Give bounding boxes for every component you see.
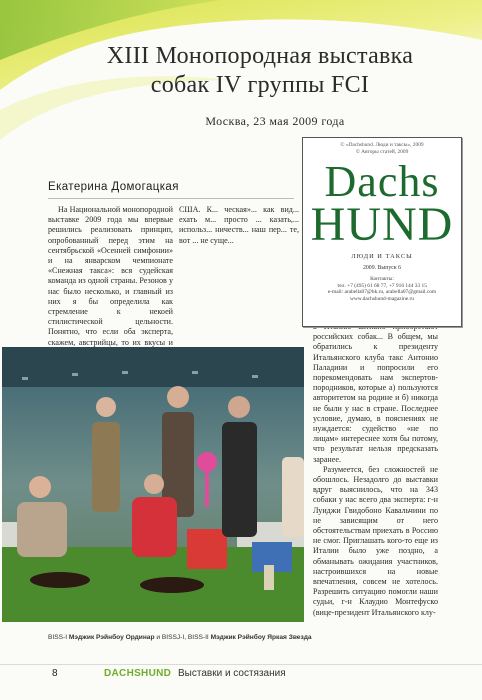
caption-award: и BISSJ-I, BISS-II <box>154 634 211 641</box>
article-title <box>60 42 460 100</box>
caption-award: BISS-I <box>48 634 68 641</box>
magazine-imprint-card <box>302 137 462 327</box>
magazine-logo-bottom: HUND <box>310 198 454 252</box>
caption-dog-name: Мэджик Рэйнбоу Ординар <box>68 634 155 641</box>
contact-email: e-mail: arabella07@bk.ru, arabella07@gmail.com <box>327 289 437 296</box>
contact-phone: тел. +7 (495) 61 68 77, +7 916 144 33 15 <box>337 282 427 289</box>
paragraph: Разумеется, без сложностей не обошлось. Незадолго до выставки вдруг выяснилось, что на 343 собаки у нас всего два эксперта: г-н Луиджи Гвидобоно Кавальчини по не зависящим от него обстоятельствам приехать в Россию не смог. Приглашать кого-то еще из Италии было уже поздно, а обманывать ожидания участников, настроившихся на новые впечатления, совсем не хотелось. Разрешить ситуацию помогли наши судьи, г-н Клаудио Монтефуско (вице-президент Итальянского клу- <box>313 464 438 617</box>
footer-brand: DACHSHUND <box>104 668 172 679</box>
paragraph: российских собак... В общем, мы обратились к президенту Итальянского клуба такс Антонио Паладини и попросили его порекомендовать нам экспертов-породников, которые а) пользуются авторитетом на родине и б) никогда не были у нас в стране. Последнее условие, думаю, в пояснениях не нуждается: судейство «не по лицам» интереснее хотя бы потому, что результат нельзя предсказать заранее. <box>313 332 438 464</box>
footer-divider <box>0 664 482 665</box>
title-line-1: XIII Монопородная выставка <box>106 43 414 69</box>
contacts-block <box>309 276 455 302</box>
paragraph: США. К... ческая»... как вид... ехать м... просто ... казать,... использ... ничеств... наш пер... те, вот ... не суще... <box>179 205 299 245</box>
text-column-3 <box>313 322 438 618</box>
text-column-2 <box>179 205 299 246</box>
copyright-line: © Авторы статей, 2009 <box>355 148 409 155</box>
magazine-tagline: ЛЮДИ И ТАКСЫ <box>351 253 413 261</box>
contact-site: www.dachshund-magazine.ru <box>349 295 415 302</box>
footer-section-title: Выставки и состязания <box>178 668 286 679</box>
page-number: 8 <box>52 668 58 679</box>
divider <box>48 198 294 199</box>
photo-caption <box>48 634 348 641</box>
article-date: Москва, 23 мая 2009 года <box>205 114 345 128</box>
copyright-line: © «Dachshund. Люди и таксы», 2009 <box>340 142 424 148</box>
contacts-label: Контакты: <box>370 276 394 283</box>
issue-number: 2009. Выпуск 6 <box>363 265 401 272</box>
title-line-2: собак IV группы FCI <box>150 72 370 98</box>
paragraph: На Национальной монопородной выставке 2009 года мы впервые решились реализовать принцип, опробованный перед этим на сентябрьской «Осенней симфонии» и на январском чемпионате «Снежная такса»: вся судейская команда из одной страны. Резонов у нас было несколько, и главный из них я бы определила как стремление к некоей стилистической цельности. Понятно, что если оба эксперта, скажем, австрийцы, то их вкусы и <box>48 205 173 347</box>
show-photo <box>2 347 304 622</box>
caption-dog-name: Мэджик Рэйнбоу Яркая Звезда <box>210 634 312 641</box>
magazine-logo-top: Dachs <box>324 157 440 207</box>
author-name: Екатерина Домогацкая <box>48 181 179 193</box>
